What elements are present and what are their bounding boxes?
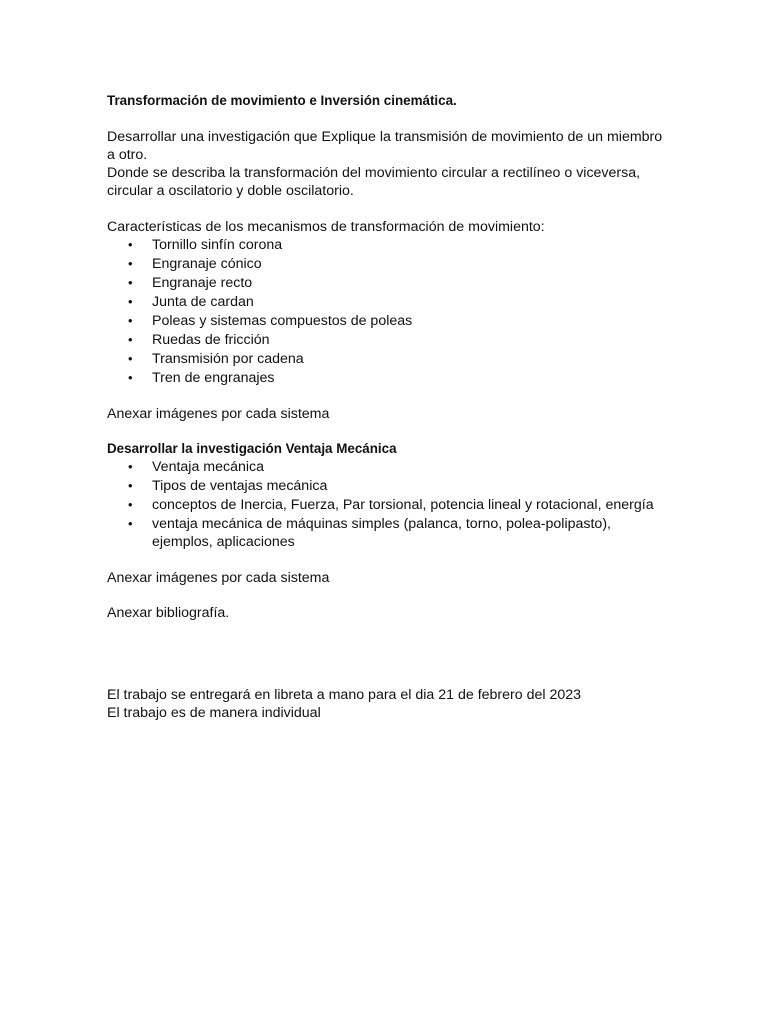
intro-paragraph-2: Donde se describa la transformación del movimiento circular a rectilíneo o viceversa, circular a oscilatorio y doble oscilatorio. — [107, 165, 641, 199]
list-item-text: Tornillo sinfín corona — [152, 237, 283, 253]
spacer — [107, 622, 667, 686]
spacer — [107, 200, 667, 218]
bullet-icon: • — [128, 516, 133, 531]
list-item — [107, 255, 667, 273]
list-item-text: conceptos de Inercia, Fuerza, Par torsional, potencia lineal y rotacional, energía — [152, 497, 654, 513]
spacer — [107, 587, 667, 604]
document-title: Transformación de movimiento e Inversión cinemática. — [107, 93, 457, 108]
annex-bibliography-note: Anexar bibliografía. — [107, 605, 230, 621]
list-item — [107, 236, 667, 254]
annex-images-note-2: Anexar imágenes por cada sistema — [107, 570, 330, 586]
list-item — [107, 312, 667, 330]
bullet-icon: • — [128, 294, 133, 309]
annex-images-note-1: Anexar imágenes por cada sistema — [107, 406, 330, 422]
list-item — [107, 350, 667, 368]
list-item-text: Poleas y sistemas compuestos de poleas — [152, 313, 413, 329]
bullet-icon: • — [128, 351, 133, 366]
individual-note: El trabajo es de manera individual — [107, 705, 321, 721]
bullet-icon: • — [128, 256, 133, 271]
spacer — [107, 110, 667, 128]
list-item — [107, 274, 667, 292]
spacer — [107, 423, 667, 440]
bullet-icon: • — [128, 478, 133, 493]
spacer — [107, 388, 667, 405]
list-item — [107, 515, 667, 551]
mechanisms-heading: Características de los mecanismos de transformación de movimiento: — [107, 219, 545, 235]
delivery-note: El trabajo se entregará en libreta a mano para el dia 21 de febrero del 2023 — [107, 687, 582, 703]
list-item — [107, 331, 667, 349]
list-item — [107, 293, 667, 311]
list-item — [107, 477, 667, 495]
list-item — [107, 458, 667, 476]
list-item-text: Engranaje cónico — [152, 256, 262, 272]
bullet-icon: • — [128, 370, 133, 385]
bullet-icon: • — [128, 497, 133, 512]
intro-paragraph-1: Desarrollar una investigación que Explique la transmisión de movimiento de un miembro a otro. — [107, 129, 663, 163]
document-body — [107, 92, 667, 722]
list-item — [107, 369, 667, 387]
list-item-text: Ruedas de fricción — [152, 332, 270, 348]
list-item-text: Transmisión por cadena — [152, 351, 304, 367]
mechanisms-list — [107, 236, 667, 387]
list-item-text: Ventaja mecánica — [152, 459, 264, 475]
list-item-text: Engranaje recto — [152, 275, 253, 291]
list-item-text: Junta de cardan — [152, 294, 254, 310]
bullet-icon: • — [128, 237, 133, 252]
list-item-text: ventaja mecánica de máquinas simples (palanca, torno, polea-polipasto), ejemplos, aplicaciones — [152, 516, 611, 550]
bullet-icon: • — [128, 459, 133, 474]
spacer — [107, 552, 667, 569]
section-heading-ventaja: Desarrollar la investigación Ventaja Mecánica — [107, 441, 397, 456]
bullet-icon: • — [128, 332, 133, 347]
list-item-text: Tipos de ventajas mecánica — [152, 478, 328, 494]
list-item-text: Tren de engranajes — [152, 370, 275, 386]
bullet-icon: • — [128, 313, 133, 328]
bullet-icon: • — [128, 275, 133, 290]
list-item — [107, 496, 667, 514]
ventaja-list — [107, 458, 667, 551]
